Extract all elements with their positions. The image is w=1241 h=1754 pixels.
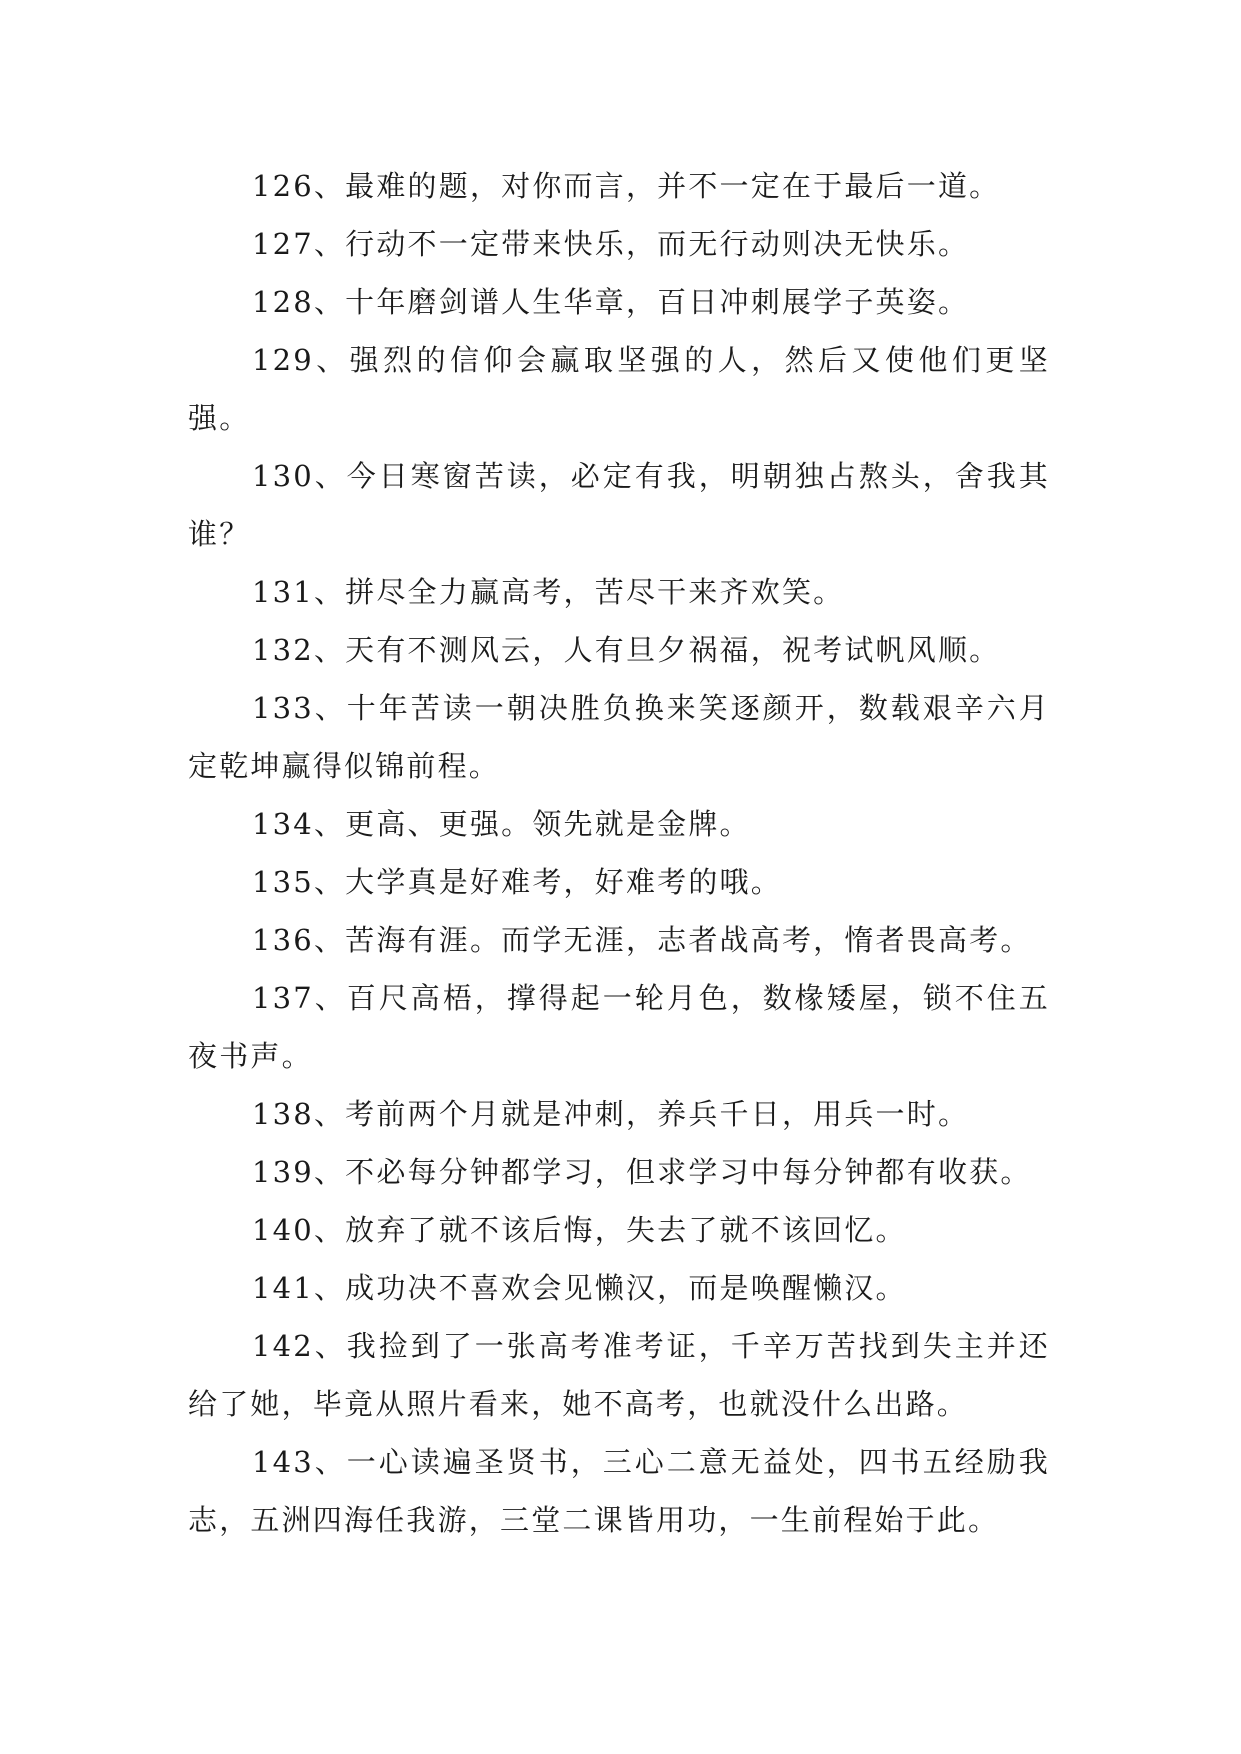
paragraph-138: 138、考前两个月就是冲刺，养兵千日，用兵一时。 [252,1097,970,1131]
paragraph-143: 143、一心读遍圣贤书，三心二意无益处，四书五经励我志，五洲四海任我游，三堂二课皆用功，一生前程始于此。 [188,1445,1050,1537]
paragraph-131: 131、拼尽全力赢高考，苦尽干来齐欢笑。 [252,575,845,609]
paragraph-135: 135、大学真是好难考，好难考的哦。 [252,865,782,899]
document-body [188,157,1050,1549]
paragraph-136: 136、苦海有涯。而学无涯，志者战高考，惰者畏高考。 [252,923,1032,957]
paragraph-132: 132、天有不测风云，人有旦夕祸福，祝考试帆风顺。 [252,633,1001,667]
paragraph-127: 127、行动不一定带来快乐，而无行动则决无快乐。 [252,227,970,261]
paragraph-126: 126、最难的题，对你而言，并不一定在于最后一道。 [252,169,1001,203]
paragraph-142: 142、我捡到了一张高考准考证，千辛万苦找到失主并还给了她，毕竟从照片看来，她不高考，也就没什么出路。 [188,1329,1050,1421]
paragraph-129: 129、强烈的信仰会赢取坚强的人，然后又使他们更坚强。 [188,343,1050,435]
paragraph-128: 128、十年磨剑谱人生华章，百日冲刺展学子英姿。 [252,285,970,319]
paragraph-141: 141、成功决不喜欢会见懒汉，而是唤醒懒汉。 [252,1271,907,1305]
paragraph-134: 134、更高、更强。领先就是金牌。 [252,807,751,841]
paragraph-133: 133、十年苦读一朝决胜负换来笑逐颜开，数载艰辛六月定乾坤赢得似锦前程。 [188,691,1050,783]
paragraph-140: 140、放弃了就不该后悔，失去了就不该回忆。 [252,1213,907,1247]
paragraph-130: 130、今日寒窗苦读，必定有我，明朝独占熬头，舍我其谁？ [188,459,1050,551]
paragraph-139: 139、不必每分钟都学习，但求学习中每分钟都有收获。 [252,1155,1032,1189]
paragraph-137: 137、百尺高梧，撑得起一轮月色，数椽矮屋，锁不住五夜书声。 [188,981,1050,1073]
